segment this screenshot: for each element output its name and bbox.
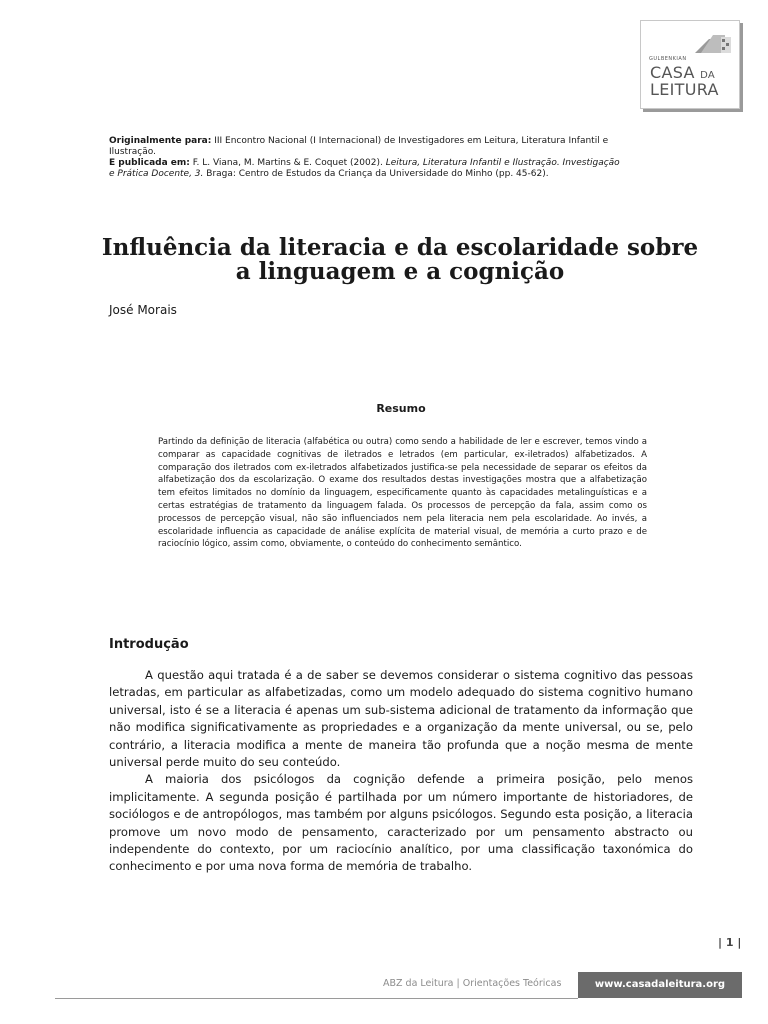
- logo-line-1: CASA DA: [650, 63, 716, 82]
- logo-line-2: LEITURA: [650, 80, 719, 99]
- introduction-body: [109, 667, 693, 876]
- abstract-heading: Resumo: [376, 402, 426, 415]
- article-title: [100, 236, 700, 284]
- footer-divider: [55, 998, 578, 999]
- casa-da-leitura-logo: [640, 20, 740, 109]
- introduction-heading: Introdução: [109, 637, 189, 652]
- footer-series-label: ABZ da Leitura | Orientações Teóricas: [383, 978, 562, 989]
- logo-foundation-name: GULBENKIAN: [649, 56, 687, 62]
- title-line-2: a linguagem e a cognição: [235, 258, 565, 285]
- paragraph: A maioria dos psicólogos da cognição defende a primeira posição, pelo menos implicitamente. A segunda posição é partilhada por um número importante de historiadores, de sociólogos e de antropólogos, mas também por alguns psicólogos. Segundo esta posição, a literacia promove um novo modo de pensamento, caracterizado por um pensamento abstracto ou independente do contexto, por um raciocínio analítico, por uma classificação taxonómica do conhecimento e por uma nova forma de memória de trabalho.: [109, 772, 693, 874]
- book-stack-icon: [691, 31, 733, 55]
- title-line-1: Influência da literacia e da escolaridade sobre: [101, 234, 699, 261]
- website-link[interactable]: www.casadaleitura.org: [578, 972, 742, 998]
- published-in: E publicada em: F. L. Viana, M. Martins & E. Coquet (2002). Leitura, Literatura Infantil e Ilustração. Investigação e Prática Docente, 3. Braga: Centro de Estudos da Criança da Universidade do Minho (pp. 45-62).: [109, 158, 620, 179]
- original-venue: Originalmente para: III Encontro Nacional (I Internacional) de Investigadores em Leitura, Literatura Infantil e Ilustração.: [109, 136, 609, 157]
- page-number: | 1 |: [718, 936, 742, 949]
- author-name: José Morais: [109, 303, 177, 317]
- paragraph: A questão aqui tratada é a de saber se devemos considerar o sistema cognitivo das pessoas letradas, em particular as alfabetizadas, como um modelo adequado do sistema cognitivo humano universal, isto é se a literacia é apenas um sub-sistema adicional de tratamento da informação que não modifica significativamente as propriedades e a organização da mente universal, ou se, pelo contrário, a literacia modifica a mente de maneira tão profunda que a noção mesma de mente universal perde muito do seu conteúdo.: [109, 668, 693, 770]
- publication-source-note: [109, 136, 621, 180]
- abstract-text: Partindo da definição de literacia (alfabética ou outra) como sendo a habilidade de ler e escrever, temos vindo a comparar as capacidade cognitivas de iletrados e letrados (em particular, ex-iletrados) alfabetizados. A comparação dos iletrados com ex-iletrados alfabetizados justifica-se pela necessidade de separar os efeitos da alfabetização dos da escolarização. O exame dos resultados destas investigações mostra que a alfabetização tem efeitos limitados no domínio da linguagem, especificamente quanto às capacidades metalinguísticas e a certas estratégias de tratamento da linguagem falada. Os processos de percepção da fala, assim como os processos de percepção visual, não são influenciados nem pela literacia nem pela escolaridade. Ao invés, a escolaridade influencia as capacidade de análise explícita de material visual, de memória a curto prazo e de raciocínio lógico, assim como, obviamente, o conteúdo do conhecimento semântico.: [158, 437, 647, 550]
